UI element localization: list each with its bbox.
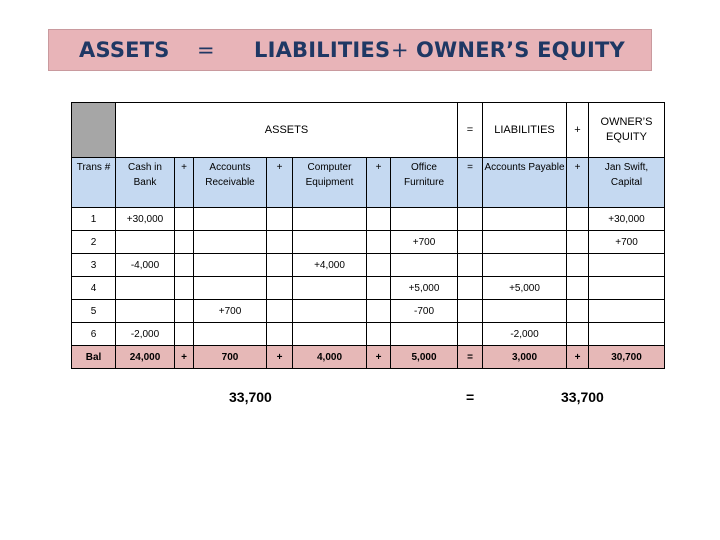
cell-office-furniture: -700 (391, 300, 458, 323)
balance-accounts-receivable: 700 (194, 346, 267, 369)
cell-office-furniture (391, 254, 458, 277)
cell-accounts-payable (483, 208, 567, 231)
balance-computer-equipment: 4,000 (293, 346, 367, 369)
cell-computer-equipment (293, 277, 367, 300)
header-liabilities: LIABILITIES (483, 103, 567, 158)
cell-empty (267, 300, 293, 323)
cell-accounts-receivable (194, 231, 267, 254)
cell-empty (367, 254, 391, 277)
cell-accounts-receivable (194, 254, 267, 277)
category-header-row (72, 103, 665, 158)
cell-cash: +30,000 (116, 208, 175, 231)
column-header-row (72, 158, 665, 208)
balance-label: Bal (72, 346, 116, 369)
accounting-equation-table (71, 102, 665, 369)
cell-empty (175, 323, 194, 346)
col-accounts-payable: Accounts Payable (483, 158, 567, 208)
cell-capital (589, 277, 665, 300)
cell-empty (267, 254, 293, 277)
header-equals: = (458, 103, 483, 158)
cell-accounts-receivable (194, 277, 267, 300)
title-banner (48, 29, 652, 71)
cell-accounts-payable: +5,000 (483, 277, 567, 300)
cell-accounts-receivable (194, 208, 267, 231)
cell-accounts-payable (483, 254, 567, 277)
cell-empty (267, 323, 293, 346)
total-equals: = (466, 389, 475, 405)
cell-trans: 4 (72, 277, 116, 300)
cell-empty (367, 323, 391, 346)
cell-trans: 6 (72, 323, 116, 346)
col-plus-3: + (367, 158, 391, 208)
balance-plus-1: + (175, 346, 194, 369)
cell-office-furniture: +700 (391, 231, 458, 254)
cell-empty (175, 300, 194, 323)
cell-cash (116, 231, 175, 254)
banner-equals: = (197, 38, 215, 62)
col-office-furniture: Office Furniture (391, 158, 458, 208)
cell-empty (175, 231, 194, 254)
balance-office-furniture: 5,000 (391, 346, 458, 369)
col-plus-1: + (175, 158, 194, 208)
col-plus-4: + (567, 158, 589, 208)
cell-empty (458, 277, 483, 300)
header-plus: + (567, 103, 589, 158)
table-row (72, 300, 665, 323)
cell-empty (567, 208, 589, 231)
cell-empty (567, 300, 589, 323)
col-accounts-receivable: Accounts Receivable (194, 158, 267, 208)
table-row (72, 231, 665, 254)
cell-capital (589, 323, 665, 346)
corner-cell (72, 103, 116, 158)
cell-empty (267, 277, 293, 300)
cell-office-furniture (391, 208, 458, 231)
cell-trans: 1 (72, 208, 116, 231)
table-row (72, 208, 665, 231)
cell-capital: +30,000 (589, 208, 665, 231)
cell-empty (175, 254, 194, 277)
cell-cash: -4,000 (116, 254, 175, 277)
banner-liabilities: LIABILITIES (254, 38, 391, 62)
balance-equals: = (458, 346, 483, 369)
col-plus-2: + (267, 158, 293, 208)
col-capital: Jan Swift, Capital (589, 158, 665, 208)
balance-cash: 24,000 (116, 346, 175, 369)
cell-computer-equipment: +4,000 (293, 254, 367, 277)
balance-accounts-payable: 3,000 (483, 346, 567, 369)
cell-capital (589, 254, 665, 277)
cell-cash (116, 277, 175, 300)
cell-empty (267, 208, 293, 231)
balance-capital: 30,700 (589, 346, 665, 369)
cell-empty (567, 323, 589, 346)
col-cash: Cash in Bank (116, 158, 175, 208)
banner-plus: + (391, 38, 409, 62)
balance-plus-3: + (367, 346, 391, 369)
col-trans: Trans # (72, 158, 116, 208)
cell-empty (367, 208, 391, 231)
cell-empty (458, 300, 483, 323)
header-assets: ASSETS (116, 103, 458, 158)
cell-accounts-payable: -2,000 (483, 323, 567, 346)
cell-capital: +700 (589, 231, 665, 254)
cell-trans: 3 (72, 254, 116, 277)
cell-computer-equipment (293, 300, 367, 323)
col-equals: = (458, 158, 483, 208)
cell-accounts-receivable: +700 (194, 300, 267, 323)
cell-empty (567, 231, 589, 254)
cell-empty (458, 254, 483, 277)
balance-row (72, 346, 665, 369)
balance-plus-4: + (567, 346, 589, 369)
cell-accounts-payable (483, 300, 567, 323)
table-row (72, 277, 665, 300)
table-row (72, 323, 665, 346)
cell-capital (589, 300, 665, 323)
cell-empty (267, 231, 293, 254)
cell-empty (567, 254, 589, 277)
cell-empty (175, 277, 194, 300)
cell-office-furniture: +5,000 (391, 277, 458, 300)
header-owners-equity: OWNER’S EQUITY (589, 103, 665, 158)
cell-empty (367, 277, 391, 300)
cell-cash: -2,000 (116, 323, 175, 346)
balance-plus-2: + (267, 346, 293, 369)
table-row (72, 254, 665, 277)
cell-empty (458, 208, 483, 231)
cell-cash (116, 300, 175, 323)
total-assets: 33,700 (229, 389, 272, 405)
cell-trans: 2 (72, 231, 116, 254)
cell-computer-equipment (293, 231, 367, 254)
cell-office-furniture (391, 323, 458, 346)
banner-owners-equity: OWNER’S EQUITY (416, 38, 625, 62)
cell-trans: 5 (72, 300, 116, 323)
cell-empty (458, 323, 483, 346)
cell-empty (175, 208, 194, 231)
cell-empty (458, 231, 483, 254)
cell-accounts-payable (483, 231, 567, 254)
cell-computer-equipment (293, 323, 367, 346)
banner-assets: ASSETS (79, 38, 170, 62)
cell-empty (367, 231, 391, 254)
total-liabilities-equity: 33,700 (561, 389, 604, 405)
cell-empty (567, 277, 589, 300)
cell-accounts-receivable (194, 323, 267, 346)
col-computer-equipment: Computer Equipment (293, 158, 367, 208)
cell-empty (367, 300, 391, 323)
cell-computer-equipment (293, 208, 367, 231)
